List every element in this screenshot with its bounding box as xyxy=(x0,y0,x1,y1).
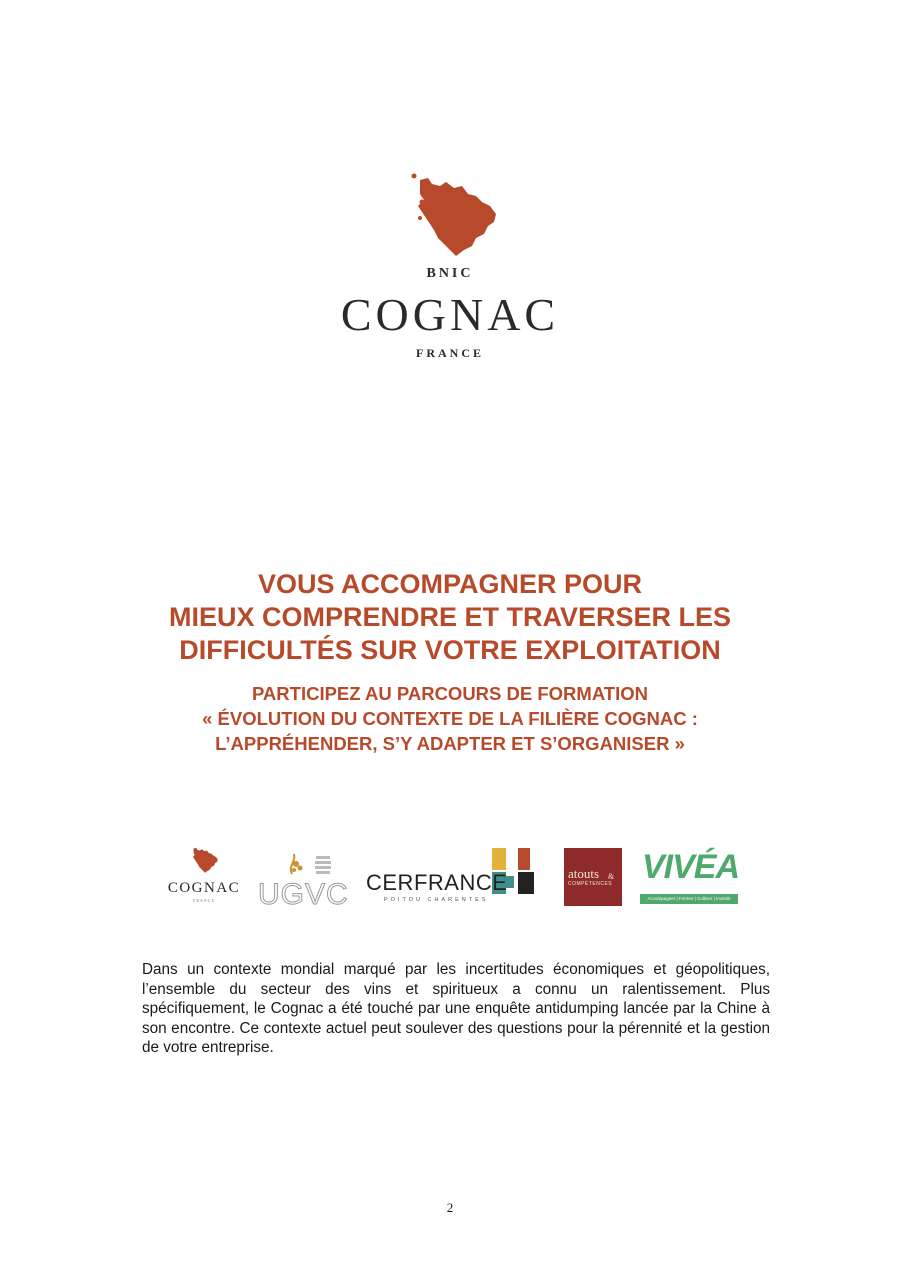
main-title xyxy=(0,568,900,667)
partner-logo-cerfrance xyxy=(366,840,546,912)
partner-cerfrance-sub: POITOU CHARENTES xyxy=(384,897,489,903)
subtitle-line: L’APPRÉHENDER, S’Y ADAPTER ET S’ORGANISER » xyxy=(215,733,685,754)
partner-vivea-tagline: Accompagner | Former | Cultiver | Investir xyxy=(640,894,738,904)
partner-logo-ugvc xyxy=(258,840,349,912)
partner-atouts-line1: atouts xyxy=(568,866,600,881)
intro-paragraph: Dans un contexte mondial marqué par les incertitudes économiques et géopolitiques, l’ensemble du secteur des vins et spiritueux a connu un ralentissement. Plus spécifiquement, le Cognac a été touché par une enquête antidumping lancée par la Chine à son encontre. Ce contexte actuel peut soulever des questions pour la pérennité et la gestion de votre entreprise. xyxy=(142,961,770,1056)
logo-bnic-text: BNIC xyxy=(426,266,474,281)
logo-cognac-text: COGNAC xyxy=(340,289,560,340)
main-title-line: VOUS ACCOMPAGNER POUR xyxy=(257,569,643,599)
partner-atouts-line2: COMPÉTENCES xyxy=(568,881,613,887)
partner-logo-vivea xyxy=(640,848,738,908)
partner-ugvc-name: UGVC xyxy=(258,878,349,911)
subtitle xyxy=(0,681,900,756)
partner-cognac-sub: FRANCE xyxy=(193,898,215,903)
partner-atouts-amp: & xyxy=(608,872,615,881)
page-number: 2 xyxy=(446,1200,454,1215)
partner-cognac-name: COGNAC xyxy=(167,880,241,896)
partner-vivea-name: VIVÉA xyxy=(642,848,740,886)
partner-logo-atouts xyxy=(564,848,622,906)
main-title-line: MIEUX COMPRENDRE ET TRAVERSER LES xyxy=(168,602,732,632)
partner-logo-cognac xyxy=(164,840,244,910)
subtitle-line: PARTICIPEZ AU PARCOURS DE FORMATION xyxy=(251,683,649,704)
logo-france-text: FRANCE xyxy=(416,346,484,360)
charente-map-icon xyxy=(190,846,220,874)
partner-cerfrance-name: CERFRANCE xyxy=(366,870,508,895)
charente-map-icon xyxy=(410,172,502,260)
main-title-line: DIFFICULTÉS SUR VOTRE EXPLOITATION xyxy=(179,635,721,665)
subtitle-line: « ÉVOLUTION DU CONTEXTE DE LA FILIÈRE COGNAC : xyxy=(202,708,698,729)
